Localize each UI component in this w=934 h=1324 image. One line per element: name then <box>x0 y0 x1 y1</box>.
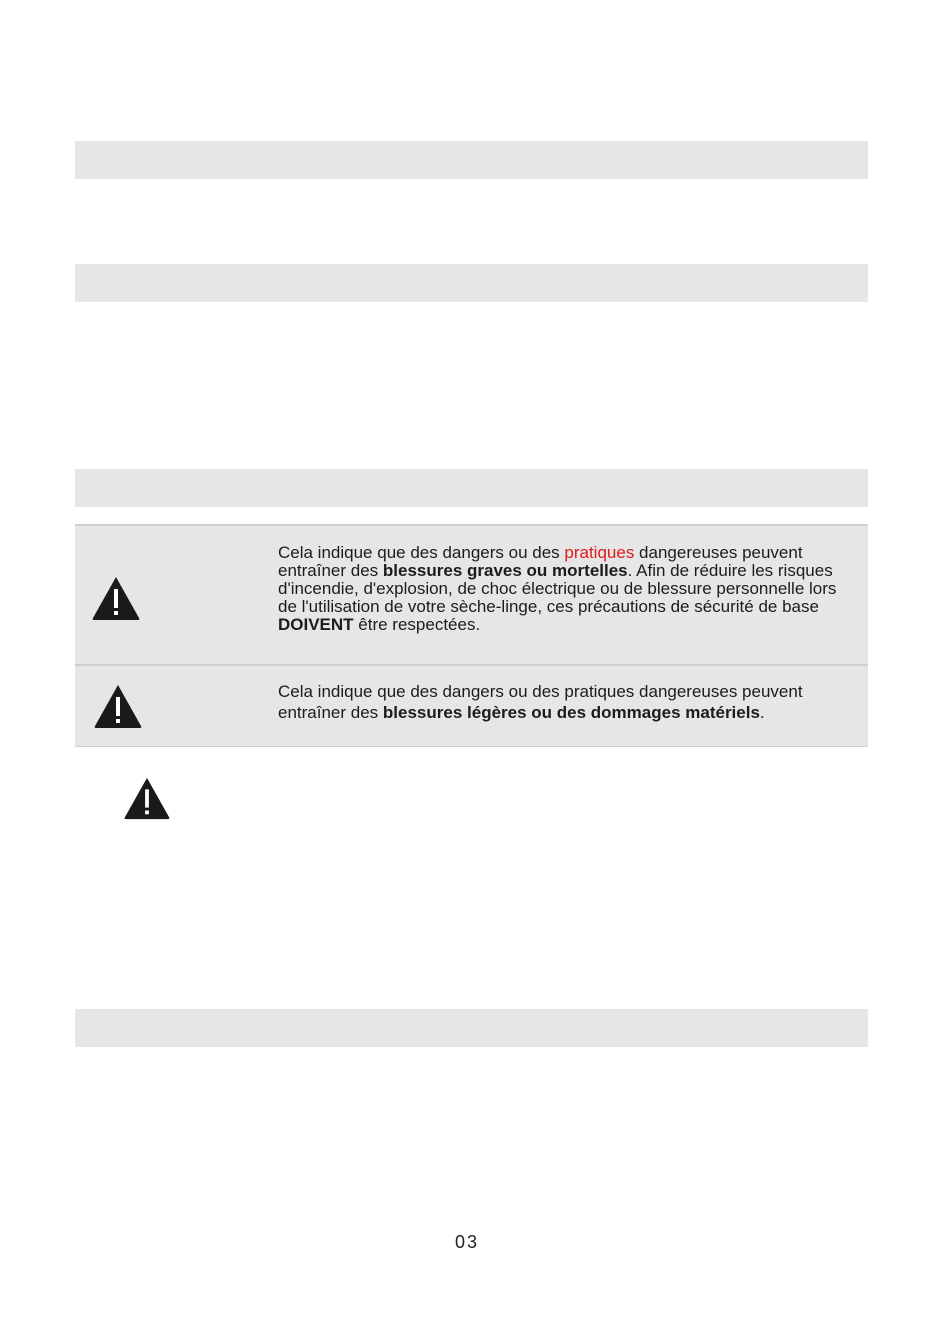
warning-triangle-icon <box>92 682 144 735</box>
warning-minor-text: Cela indique que des dangers ou des pratiques dangereuses peuvent entraîner des blessures légères ou des dommages matériels. <box>278 682 803 722</box>
warning-triangle-icon <box>90 574 142 627</box>
page-number: 03 <box>454 1232 480 1252</box>
section-header-band-1 <box>75 141 868 179</box>
section-header-band-2 <box>75 264 868 302</box>
warning-triangle-icon <box>122 775 172 826</box>
warning-panel-severe <box>75 524 868 665</box>
section-header-band-3 <box>75 469 868 507</box>
warning-panel-minor <box>75 664 868 747</box>
warning-severe-text: Cela indique que des dangers ou des pratiques dangereuses peuvent entraîner des blessures graves ou mortelles. Afin de réduire les risques d'incendie, d'explosion, de choc électrique ou de blessure personnelle lors de l'utilisation de votre sèche-linge, ces précautions de sécurité de base DOIVENT être respectées. <box>278 543 837 634</box>
section-header-band-4 <box>75 1009 868 1047</box>
